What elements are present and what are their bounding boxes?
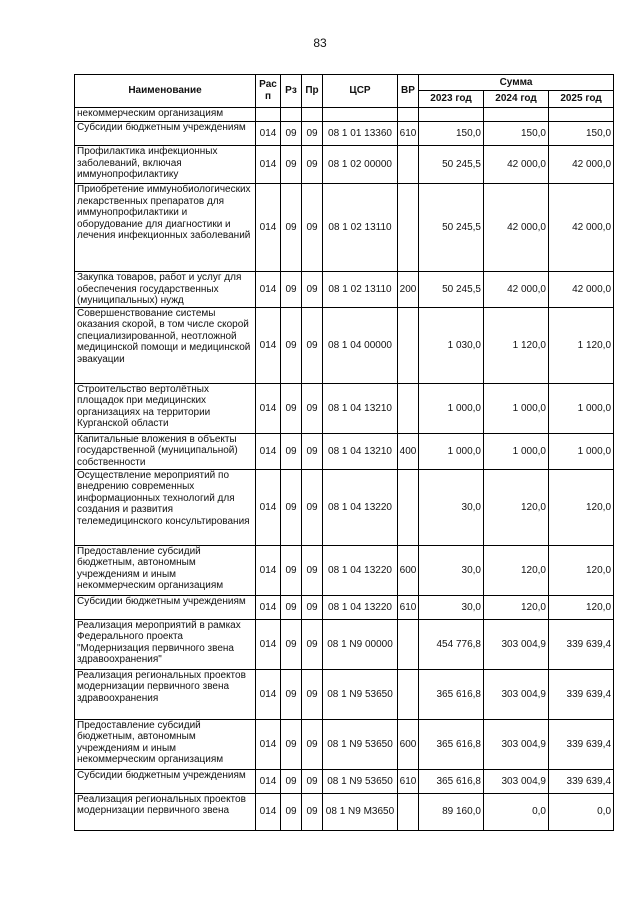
cell-rasp: 014 <box>256 719 281 769</box>
cell-rasp: 014 <box>256 272 281 308</box>
cell-vr: 200 <box>398 272 419 308</box>
cell-rz: 09 <box>281 595 302 619</box>
cell-vr <box>398 669 419 719</box>
table-row <box>75 108 614 122</box>
cell-2023: 150,0 <box>419 122 484 146</box>
cell-2025: 120,0 <box>549 595 614 619</box>
table-row <box>75 619 614 669</box>
header-pr: Пр <box>302 75 323 108</box>
table-row <box>75 383 614 433</box>
cell-name: Осуществление мероприятий по внедрению современных информационных технологий для создания и развития телемедицинского консультирования <box>75 469 256 545</box>
cell-2024: 1 000,0 <box>484 433 549 469</box>
cell-pr: 09 <box>302 669 323 719</box>
header-sum: Сумма <box>419 75 614 91</box>
cell-pr: 09 <box>302 769 323 793</box>
cell-rasp: 014 <box>256 307 281 383</box>
cell-2025: 42 000,0 <box>549 146 614 184</box>
cell-csr: 08 1 N9 М3650 <box>323 793 398 830</box>
cell-vr: 600 <box>398 545 419 595</box>
cell-vr <box>398 383 419 433</box>
cell-2024: 42 000,0 <box>484 146 549 184</box>
cell-2023: 30,0 <box>419 545 484 595</box>
cell-rz: 09 <box>281 469 302 545</box>
page-number: 83 <box>313 36 327 50</box>
cell-pr: 09 <box>302 383 323 433</box>
cell-2023: 365 616,8 <box>419 719 484 769</box>
cell-2025 <box>549 108 614 122</box>
table-row <box>75 272 614 308</box>
table-row <box>75 719 614 769</box>
cell-rz: 09 <box>281 619 302 669</box>
cell-csr: 08 1 N9 53650 <box>323 669 398 719</box>
cell-csr: 08 1 04 13220 <box>323 595 398 619</box>
header-2025: 2025 год <box>549 91 614 108</box>
cell-pr: 09 <box>302 433 323 469</box>
cell-rasp: 014 <box>256 619 281 669</box>
cell-csr: 08 1 N9 00000 <box>323 619 398 669</box>
cell-2024: 120,0 <box>484 595 549 619</box>
header-2023: 2023 год <box>419 91 484 108</box>
table-row <box>75 545 614 595</box>
cell-rasp: 014 <box>256 545 281 595</box>
cell-2024: 1 120,0 <box>484 307 549 383</box>
cell-2023: 89 160,0 <box>419 793 484 830</box>
cell-2025: 1 000,0 <box>549 383 614 433</box>
cell-2024: 303 004,9 <box>484 669 549 719</box>
cell-2024: 150,0 <box>484 122 549 146</box>
cell-rasp: 014 <box>256 383 281 433</box>
cell-rasp: 014 <box>256 669 281 719</box>
cell-name: Предоставление субсидий бюджетным, автономным учреждениям и иным некоммерческим организациям <box>75 719 256 769</box>
table-row <box>75 769 614 793</box>
cell-2025: 0,0 <box>549 793 614 830</box>
table-row <box>75 122 614 146</box>
cell-csr: 08 1 01 13360 <box>323 122 398 146</box>
cell-rz: 09 <box>281 146 302 184</box>
table-row <box>75 146 614 184</box>
cell-name: Приобретение иммунобиологических лекарственных препаратов для иммунопрофилактики и оборудование для диагностики и лечения инфекционных заболеваний <box>75 184 256 272</box>
budget-table <box>74 74 614 831</box>
cell-rz: 09 <box>281 307 302 383</box>
cell-vr: 610 <box>398 595 419 619</box>
cell-2023: 50 245,5 <box>419 146 484 184</box>
cell-2025: 339 639,4 <box>549 719 614 769</box>
cell-vr <box>398 469 419 545</box>
cell-csr: 08 1 04 00000 <box>323 307 398 383</box>
cell-rasp: 014 <box>256 469 281 545</box>
table-row <box>75 469 614 545</box>
cell-2025: 339 639,4 <box>549 769 614 793</box>
cell-2023: 1 000,0 <box>419 383 484 433</box>
cell-rasp: 014 <box>256 595 281 619</box>
cell-2023: 30,0 <box>419 469 484 545</box>
header-csr: ЦСР <box>323 75 398 108</box>
header-rasp: Рас п <box>256 75 281 108</box>
cell-csr: 08 1 04 13220 <box>323 545 398 595</box>
cell-pr: 09 <box>302 146 323 184</box>
table-row <box>75 307 614 383</box>
cell-name: Строительство вертолётных площадок при медицинских организациях на территории Курганской области <box>75 383 256 433</box>
cell-2024: 303 004,9 <box>484 769 549 793</box>
cell-2025: 1 000,0 <box>549 433 614 469</box>
cell-rz: 09 <box>281 383 302 433</box>
cell-pr: 09 <box>302 184 323 272</box>
cell-pr: 09 <box>302 307 323 383</box>
cell-name: Капитальные вложения в объекты государственной (муниципальной) собственности <box>75 433 256 469</box>
cell-vr <box>398 108 419 122</box>
cell-pr: 09 <box>302 272 323 308</box>
cell-name: Субсидии бюджетным учреждениям <box>75 769 256 793</box>
cell-name: Совершенствование системы оказания скорой, в том числе скорой специализированной, неотложной медицинской помощи и медицинской эвакуации <box>75 307 256 383</box>
cell-rasp: 014 <box>256 433 281 469</box>
cell-name: Реализация региональных проектов модернизации первичного звена здравоохранения <box>75 669 256 719</box>
cell-2025: 1 120,0 <box>549 307 614 383</box>
cell-pr: 09 <box>302 545 323 595</box>
cell-name: Предоставление субсидий бюджетным, автономным учреждениям и иным некоммерческим организациям <box>75 545 256 595</box>
cell-pr: 09 <box>302 469 323 545</box>
cell-pr: 09 <box>302 793 323 830</box>
cell-pr: 09 <box>302 619 323 669</box>
cell-csr: 08 1 N9 53650 <box>323 769 398 793</box>
cell-pr: 09 <box>302 595 323 619</box>
cell-name: Субсидии бюджетным учреждениям <box>75 122 256 146</box>
cell-name: Субсидии бюджетным учреждениям <box>75 595 256 619</box>
cell-pr: 09 <box>302 122 323 146</box>
cell-rasp: 014 <box>256 146 281 184</box>
cell-rz: 09 <box>281 669 302 719</box>
table-row <box>75 793 614 830</box>
cell-csr: 08 1 04 13210 <box>323 433 398 469</box>
cell-rasp: 014 <box>256 769 281 793</box>
cell-2024: 0,0 <box>484 793 549 830</box>
cell-rz: 09 <box>281 793 302 830</box>
cell-2025: 150,0 <box>549 122 614 146</box>
cell-vr: 400 <box>398 433 419 469</box>
cell-2025: 42 000,0 <box>549 184 614 272</box>
cell-rz: 09 <box>281 545 302 595</box>
cell-2024: 42 000,0 <box>484 272 549 308</box>
cell-rz: 09 <box>281 433 302 469</box>
table-row <box>75 184 614 272</box>
cell-name: Реализация мероприятий в рамках Федерального проекта "Модернизация первичного звена здравоохранения" <box>75 619 256 669</box>
cell-name: Реализация региональных проектов модернизации первичного звена <box>75 793 256 830</box>
cell-rasp: 014 <box>256 184 281 272</box>
cell-rz: 09 <box>281 122 302 146</box>
cell-rz: 09 <box>281 184 302 272</box>
cell-csr: 08 1 02 13110 <box>323 184 398 272</box>
cell-csr: 08 1 N9 53650 <box>323 719 398 769</box>
cell-csr <box>323 108 398 122</box>
cell-csr: 08 1 04 13210 <box>323 383 398 433</box>
cell-rz: 09 <box>281 719 302 769</box>
cell-2024: 120,0 <box>484 545 549 595</box>
cell-2023: 1 030,0 <box>419 307 484 383</box>
cell-vr <box>398 146 419 184</box>
cell-2024: 303 004,9 <box>484 719 549 769</box>
cell-name: Закупка товаров, работ и услуг для обеспечения государственных (муниципальных) нужд <box>75 272 256 308</box>
cell-2023: 365 616,8 <box>419 769 484 793</box>
cell-2023: 30,0 <box>419 595 484 619</box>
cell-2025: 42 000,0 <box>549 272 614 308</box>
header-name: Наименование <box>75 75 256 108</box>
cell-2024: 120,0 <box>484 469 549 545</box>
header-rz: Рз <box>281 75 302 108</box>
cell-vr <box>398 619 419 669</box>
cell-2025: 120,0 <box>549 469 614 545</box>
cell-2025: 120,0 <box>549 545 614 595</box>
cell-csr: 08 1 02 00000 <box>323 146 398 184</box>
table-row <box>75 669 614 719</box>
cell-name: некоммерческим организациям <box>75 108 256 122</box>
cell-2024 <box>484 108 549 122</box>
header-vr: ВР <box>398 75 419 108</box>
cell-vr: 610 <box>398 122 419 146</box>
cell-2023 <box>419 108 484 122</box>
cell-rz: 09 <box>281 769 302 793</box>
cell-2024: 303 004,9 <box>484 619 549 669</box>
cell-rz: 09 <box>281 272 302 308</box>
cell-rz <box>281 108 302 122</box>
cell-pr <box>302 108 323 122</box>
cell-2023: 50 245,5 <box>419 184 484 272</box>
cell-pr: 09 <box>302 719 323 769</box>
header-2024: 2024 год <box>484 91 549 108</box>
cell-2023: 50 245,5 <box>419 272 484 308</box>
cell-rasp: 014 <box>256 122 281 146</box>
cell-vr <box>398 307 419 383</box>
cell-vr <box>398 793 419 830</box>
cell-csr: 08 1 04 13220 <box>323 469 398 545</box>
cell-2024: 42 000,0 <box>484 184 549 272</box>
cell-2023: 454 776,8 <box>419 619 484 669</box>
cell-2025: 339 639,4 <box>549 619 614 669</box>
table-row <box>75 433 614 469</box>
cell-vr <box>398 184 419 272</box>
cell-2025: 339 639,4 <box>549 669 614 719</box>
cell-name: Профилактика инфекционных заболеваний, включая иммунопрофилактику <box>75 146 256 184</box>
cell-vr: 600 <box>398 719 419 769</box>
cell-rasp <box>256 108 281 122</box>
cell-rasp: 014 <box>256 793 281 830</box>
table-row <box>75 595 614 619</box>
cell-2024: 1 000,0 <box>484 383 549 433</box>
cell-2023: 365 616,8 <box>419 669 484 719</box>
cell-csr: 08 1 02 13110 <box>323 272 398 308</box>
cell-vr: 610 <box>398 769 419 793</box>
cell-2023: 1 000,0 <box>419 433 484 469</box>
table-body <box>75 108 614 831</box>
